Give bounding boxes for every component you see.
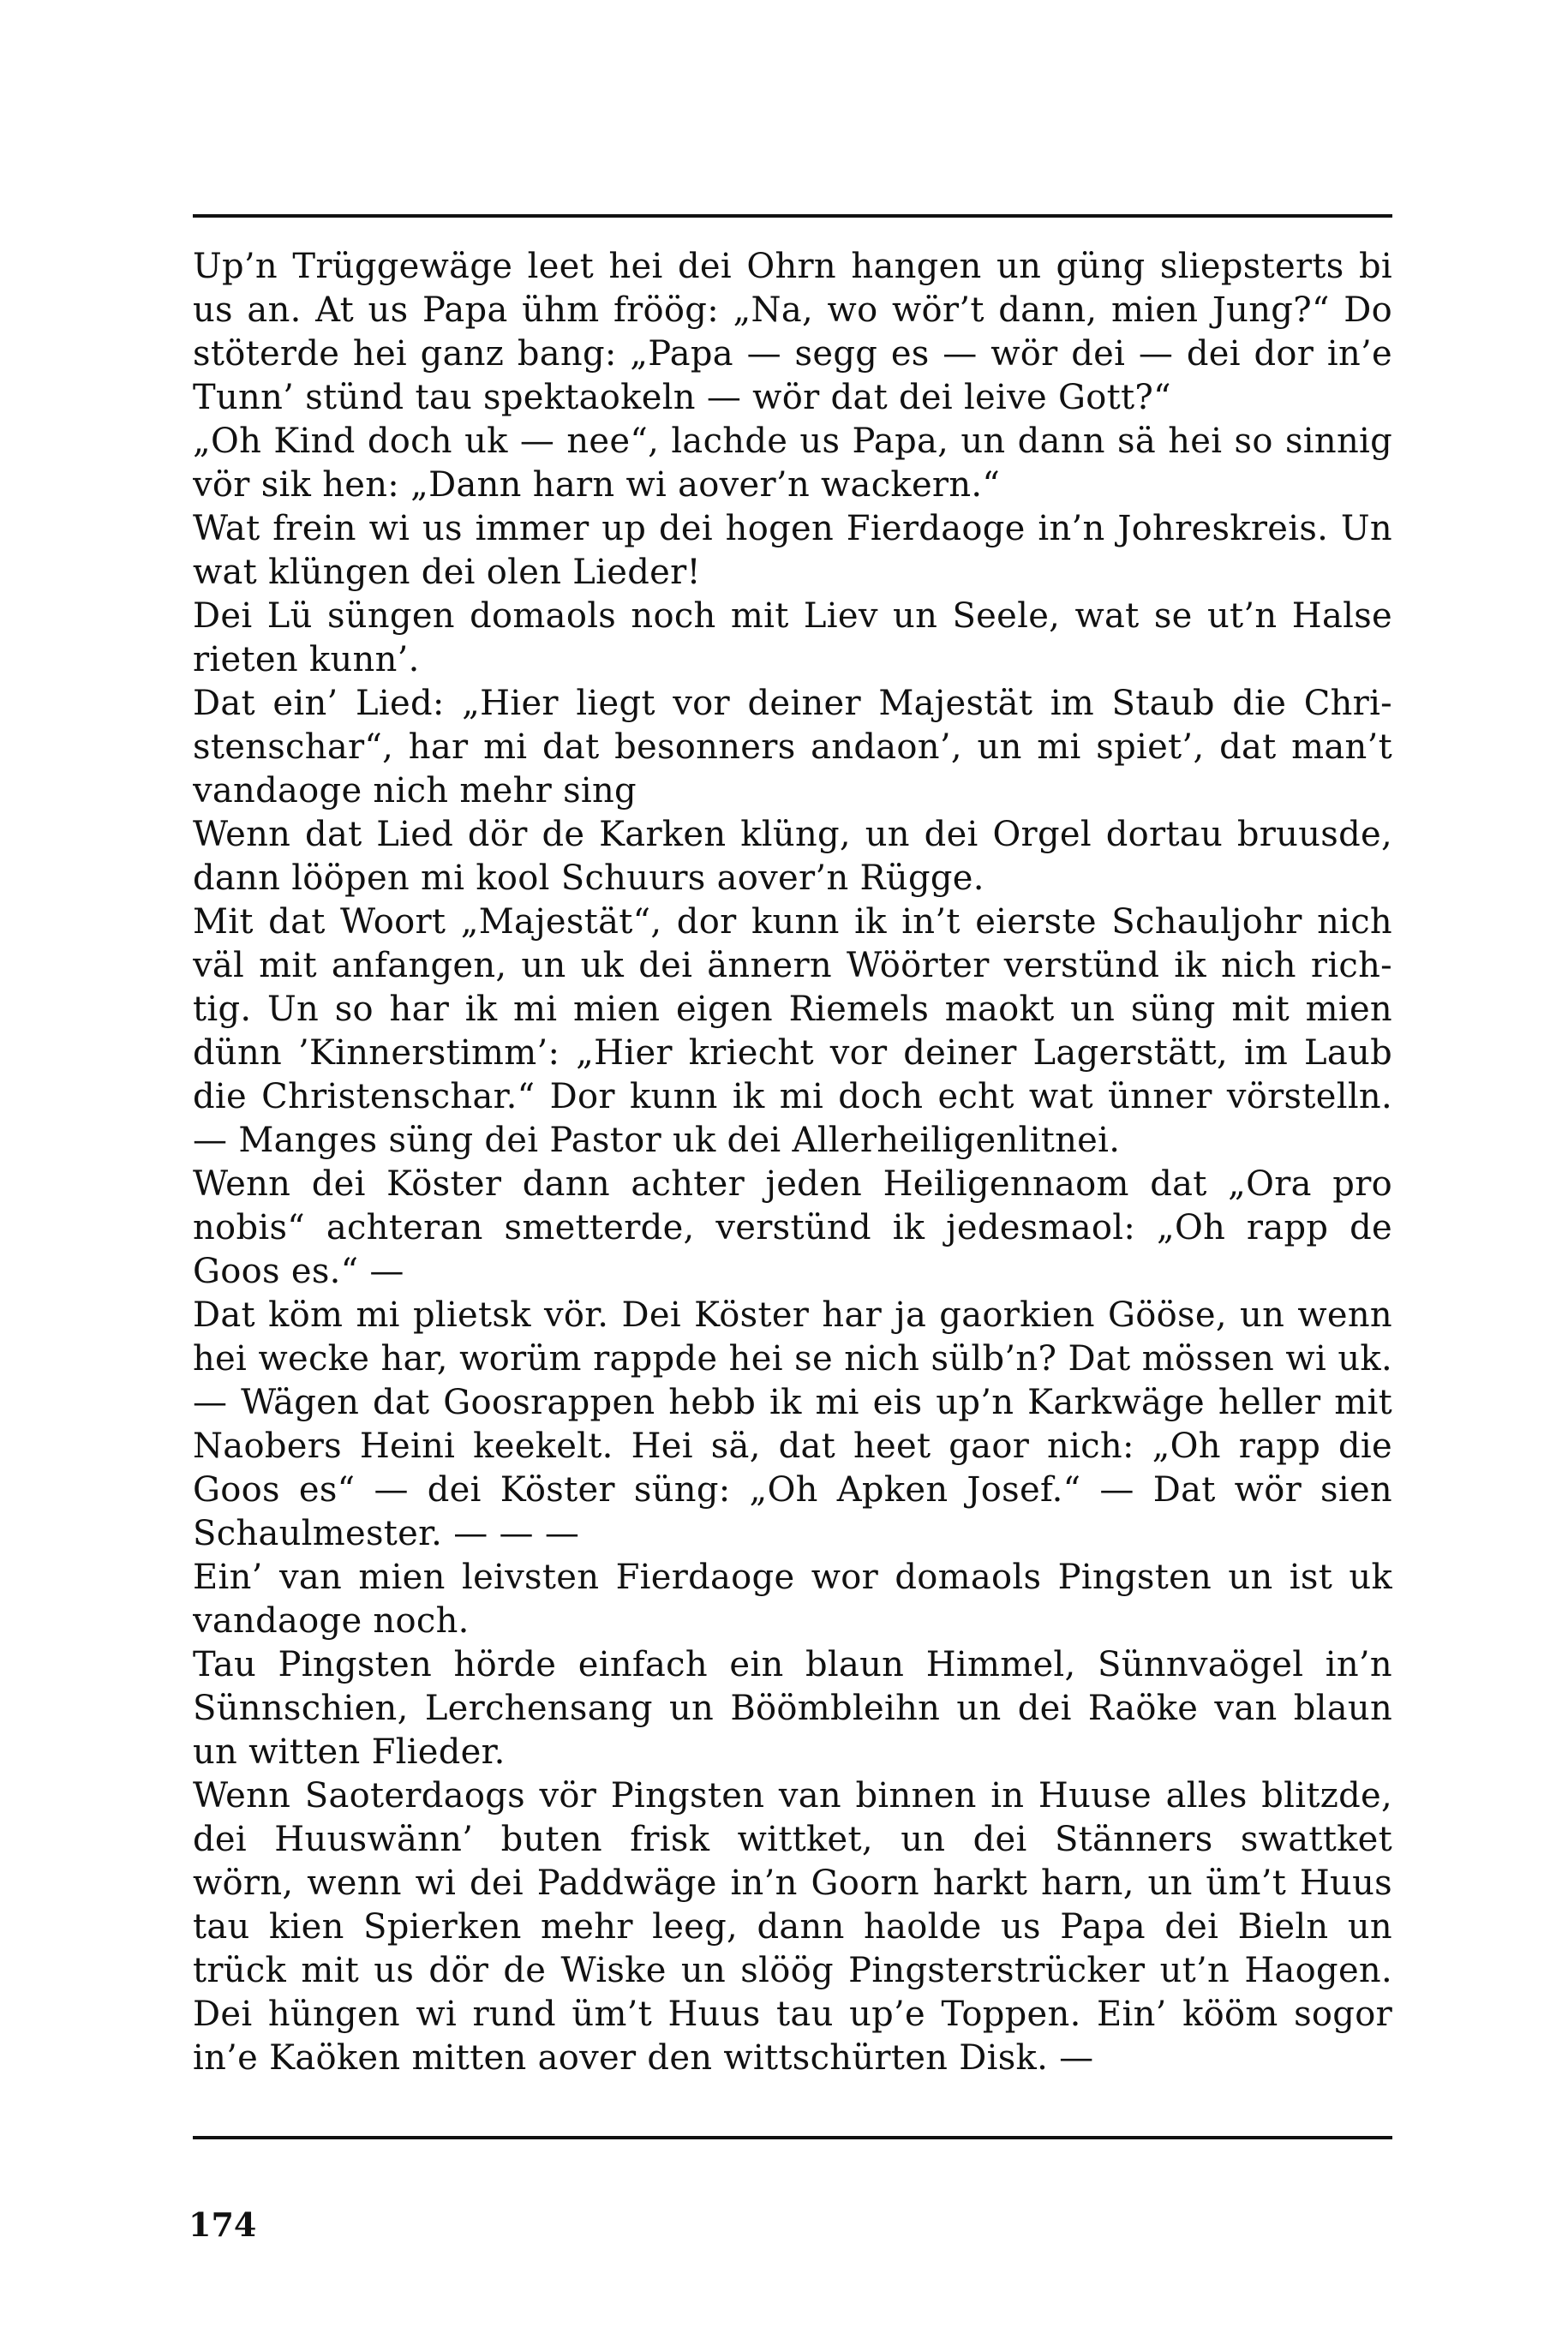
text-line: „Oh Kind doch uk — nee“, lachde us Papa, un dann sä hei so sinnig [193,422,1392,461]
text-line: väl mit anfangen, un uk dei ännern Wöörter verstünd ik nich rich- [193,946,1392,985]
text-line: un witten Flieder. [193,1732,506,1772]
text-line: trück mit us dör de Wiske un slöög Pingsterstrücker ut’n Haogen. [193,1951,1392,1990]
text-line: stöterde hei ganz bang: „Papa — segg es — wör dei — dei dor in’e [193,334,1392,374]
text-line: wörn, wenn wi dei Paddwäge in’n Goorn harkt harn, un üm’t Huus [193,1863,1392,1903]
text-line: dünn ’Kinnerstimm’: „Hier kriecht vor deiner Lagerstätt, im Laub [193,1033,1392,1073]
text-line: Ein’ van mien leivsten Fierdaoge wor domaols Pingsten un ist uk [193,1558,1392,1597]
text-line: in’e Kaöken mitten aover den wittschürten Disk. — [193,2038,1094,2078]
text-line: tau kien Spierken mehr leeg, dann haolde us Papa dei Bieln un [193,1907,1392,1947]
body-text [193,245,1392,2080]
text-line: Sünnschien, Lerchensang un Böömbleihn un dei Raöke van blaun [193,1689,1392,1728]
text-line: Wat frein wi us immer up dei hogen Fierdaoge in’n Johreskreis. Un [193,509,1392,548]
text-line: dann lööpen mi kool Schuurs aover’n Rügge. [193,858,984,898]
text-line: Goos es“ — dei Köster süng: „Oh Apken Josef.“ — Dat wör sien [193,1470,1392,1510]
text-line: Tunn’ stünd tau spektaokeln — wör dat dei leive Gott?“ [193,378,1171,417]
text-line: wat klüngen dei olen Lieder! [193,553,701,592]
text-line: Dei hüngen wi rund üm’t Huus tau up’e Toppen. Ein’ kööm sogor [193,1995,1392,2034]
text-line: stenschar“, har mi dat besonners andaon’, un mi spiet’, dat man’t [193,727,1392,767]
text-line: vandaoge nich mehr sing [193,771,637,811]
text-line: vör sik hen: „Dann harn wi aover’n wackern.“ [193,465,1001,505]
text-line: Naobers Heini keekelt. Hei sä, dat heet gaor nich: „Oh rapp die [193,1427,1392,1466]
text-line: Up’n Trüggewäge leet hei dei Ohrn hangen un güng sliepsterts bi [193,247,1392,286]
text-line: us an. At us Papa ühm fröög: „Na, wo wör’t dann, mien Jung?“ Do [193,290,1392,330]
text-line: Wenn Saoterdaogs vör Pingsten van binnen in Huuse alles blitzde, [193,1776,1392,1816]
text-line: die Christenschar.“ Dor kunn ik mi doch echt wat ünner vörstelln. [193,1077,1392,1116]
text-line: — Manges süng dei Pastor uk dei Allerheiligenlitnei. [193,1121,1121,1160]
text-line: hei wecke har, worüm rappde hei se nich sülb’n? Dat mössen wi uk. [193,1339,1392,1379]
text-line: Wenn dei Köster dann achter jeden Heiligennaom dat „Ora pro [193,1164,1392,1204]
top-rule [193,214,1392,218]
text-line: Goos es.“ — [193,1252,404,1291]
text-line: Dat ein’ Lied: „Hier liegt vor deiner Majestät im Staub die Chri- [193,684,1392,723]
text-line: nobis“ achteran smetterde, verstünd ik jedesmaol: „Oh rapp de [193,1208,1392,1247]
text-line: — Wägen dat Goosrappen hebb ik mi eis up’n Karkwäge heller mit [193,1383,1392,1422]
text-line: Dei Lü süngen domaols noch mit Liev un Seele, wat se ut’n Halse [193,596,1392,636]
text-line: dei Huuswänn’ buten frisk wittket, un dei Stänners swattket [193,1820,1392,1859]
text-line: rieten kunn’. [193,640,420,679]
text-line: Schaulmester. — — — [193,1514,580,1553]
text-line: tig. Un so har ik mi mien eigen Riemels maokt un süng mit mien [193,990,1392,1029]
text-line: Mit dat Woort „Majestät“, dor kunn ik in’t eierste Schauljohr nich [193,902,1392,942]
text-line: vandaoge noch. [193,1601,470,1641]
bottom-rule [193,2136,1392,2139]
text-line: Wenn dat Lied dör de Karken klüng, un dei Orgel dortau bruusde, [193,815,1392,854]
text-line: Dat köm mi plietsk vör. Dei Köster har ja gaorkien Gööse, un wenn [193,1295,1392,1335]
page-number: 174 [189,2205,257,2244]
text-line: Tau Pingsten hörde einfach ein blaun Himmel, Sünnvaögel in’n [193,1645,1392,1684]
